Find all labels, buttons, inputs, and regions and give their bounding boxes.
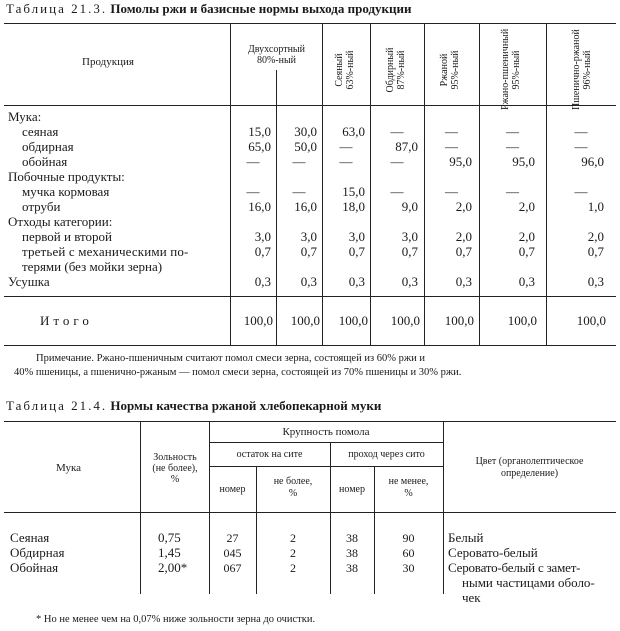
t2-cell-color: Серовато-белый с замет- bbox=[448, 560, 581, 575]
t2-cell-resno: 045 bbox=[223, 546, 242, 560]
table1-title-main: Помолы ржи и базисные нормы выхода продукции bbox=[110, 1, 412, 16]
t1-cell: — bbox=[390, 154, 404, 169]
t2-cell-passno: 38 bbox=[346, 546, 358, 560]
t2-cell-passmin: 90 bbox=[402, 531, 415, 545]
t1-note: Примечание. Ржано-пшеничным считают помол смеси зерна, состоящей из 60% ржи и bbox=[36, 353, 425, 364]
t1-cell: — bbox=[292, 154, 306, 169]
t1-cell: 18,0 bbox=[342, 199, 365, 214]
t1-total-cell: 100,0 bbox=[290, 313, 320, 328]
t1-total-cell: 100,0 bbox=[243, 313, 273, 328]
t1-cell: 3,0 bbox=[348, 229, 365, 244]
t1-cell: 63,0 bbox=[342, 124, 365, 139]
t2-header-min: не менее, % bbox=[388, 476, 429, 499]
t2-cell-resno: 27 bbox=[226, 531, 239, 545]
t1-header-twograde bbox=[231, 44, 322, 66]
t1-cell: 0,7 bbox=[254, 244, 271, 259]
t1-rule-bottom bbox=[4, 345, 616, 346]
t1-cell: — bbox=[339, 139, 353, 154]
t1-cell: — bbox=[574, 184, 588, 199]
t1-cell: 0,3 bbox=[254, 274, 271, 289]
t1-cell: 0,7 bbox=[518, 244, 535, 259]
t2-row-name: Обдирная bbox=[10, 545, 65, 560]
t1-cell: 0,3 bbox=[587, 274, 604, 289]
t2-header-fineness: Крупность помола bbox=[282, 426, 370, 438]
t1-cell: 15,0 bbox=[248, 124, 271, 139]
t1-header-product: Продукция bbox=[82, 56, 134, 68]
t1-cell: 2,0 bbox=[455, 229, 472, 244]
t1-cell: — bbox=[506, 184, 519, 199]
t2-cell-resmax: 2 bbox=[290, 531, 296, 545]
t2-cell-resno: 067 bbox=[223, 561, 242, 575]
t1-cell: 96,0 bbox=[581, 154, 604, 169]
t1-cell: 0,3 bbox=[401, 274, 418, 289]
t1-cell: 65,0 bbox=[248, 139, 271, 154]
t2-cell-passno: 38 bbox=[346, 561, 358, 575]
t1-cell: — bbox=[390, 124, 404, 139]
t1-cell: — bbox=[445, 124, 458, 139]
t1-cell: 87,0 bbox=[395, 139, 418, 154]
t1-cell: — bbox=[246, 184, 260, 199]
t2-header-passage: проход через сито bbox=[348, 449, 425, 460]
t2-cell-ash: 0,75 bbox=[158, 530, 181, 545]
t1-header-col: Сеяный 63%-ный bbox=[334, 50, 356, 90]
t1-row-label: Отходы категории: bbox=[8, 214, 113, 229]
t1-cell: — bbox=[390, 184, 404, 199]
t1-row-label: сеяная bbox=[22, 124, 59, 139]
t2-cell-resmax: 2 bbox=[290, 546, 296, 560]
table2-title bbox=[6, 398, 381, 414]
t2-cell-resmax: 2 bbox=[290, 561, 296, 575]
t2-header-flour: Мука bbox=[56, 462, 82, 474]
t1-cell: 9,0 bbox=[401, 199, 418, 214]
table1-title-prefix: Таблица 21.3. bbox=[6, 1, 108, 16]
t1-header-col: Обдирный 87%-ный bbox=[385, 47, 407, 93]
t2-cell-color-cont: ными частицами оболо- bbox=[462, 575, 595, 590]
t1-rule-header bbox=[4, 105, 616, 106]
t2-rule-top bbox=[4, 421, 616, 422]
t1-cell: — bbox=[506, 139, 519, 154]
t2-header-color: Цвет (органолептическое определение) bbox=[475, 456, 584, 479]
t1-cell: — bbox=[445, 184, 458, 199]
t2-cell-ash: 1,45 bbox=[158, 545, 181, 560]
t2-rule-sub1 bbox=[209, 442, 443, 443]
t1-cell: 0,3 bbox=[348, 274, 365, 289]
t1-row-label: терями (без мойки зерна) bbox=[22, 259, 163, 274]
t1-rule-total-top bbox=[4, 296, 616, 297]
t1-cell: 15,0 bbox=[342, 184, 365, 199]
t1-total-cell: 100,0 bbox=[507, 313, 537, 328]
t1-cell: 2,0 bbox=[518, 229, 535, 244]
t1-cell: 2,0 bbox=[587, 229, 604, 244]
t1-row-label: отруби bbox=[22, 199, 61, 214]
t1-header-col: Ржаной 95%-ный bbox=[439, 50, 461, 90]
t2-header-number2: номер bbox=[339, 484, 365, 495]
t1-cell: 3,0 bbox=[254, 229, 271, 244]
table2-title-main: Нормы качества ржаной хлебопекарной муки bbox=[110, 398, 382, 413]
t1-row-label: третьей с механическими по- bbox=[22, 244, 189, 259]
t2-cell-color-cont: чек bbox=[462, 590, 481, 605]
t1-row-label: Мука: bbox=[8, 109, 42, 124]
t1-cell: — bbox=[339, 154, 353, 169]
t1-cell: 16,0 bbox=[248, 199, 271, 214]
t1-total-cell: 100,0 bbox=[444, 313, 474, 328]
t1-note: 40% пшеницы, а пшенично-ржаным — помол смеси зерна, состоящей из 70% пшеницы и 30% ржи. bbox=[14, 367, 462, 378]
t1-cell: — bbox=[246, 154, 260, 169]
t1-row-label: Усушка bbox=[8, 274, 50, 289]
t2-row-name: Обойная bbox=[10, 560, 59, 575]
t1-cell: 0,3 bbox=[300, 274, 317, 289]
t2-vline bbox=[443, 422, 444, 594]
t1-cell: 2,0 bbox=[455, 199, 472, 214]
t2-footnote: * Но не менее чем на 0,07% ниже зольности зерна до очистки. bbox=[36, 614, 316, 625]
t1-header-twograde-l1: Двухсортный bbox=[247, 44, 305, 55]
t1-cell: 0,3 bbox=[455, 274, 472, 289]
t2-vline bbox=[140, 422, 141, 594]
t1-total-cell: 100,0 bbox=[338, 313, 368, 328]
t2-cell-passno: 38 bbox=[346, 531, 358, 545]
t2-cell-ash: 2,00* bbox=[158, 560, 188, 575]
t2-cell-passmin: 60 bbox=[402, 546, 415, 560]
t1-cell: 0,7 bbox=[300, 244, 317, 259]
t1-cell: 0,7 bbox=[401, 244, 418, 259]
t1-total-label: Итого bbox=[40, 313, 93, 328]
t1-cell: 0,7 bbox=[348, 244, 365, 259]
t2-header-max: не более, % bbox=[273, 476, 313, 499]
t2-header-number1: номер bbox=[219, 484, 246, 495]
table2-title-prefix: Таблица 21.4. bbox=[6, 398, 108, 413]
t2-cell-color: Белый bbox=[448, 530, 484, 545]
t1-cell: — bbox=[292, 184, 306, 199]
t1-rule-top bbox=[4, 23, 616, 24]
t1-header-col: Ржано-пшеничный 95%-ный bbox=[500, 28, 522, 110]
t1-cell: 50,0 bbox=[294, 139, 317, 154]
t1-row-label: Побочные продукты: bbox=[8, 169, 125, 184]
t1-cell: 16,0 bbox=[294, 199, 317, 214]
t1-cell: 95,0 bbox=[512, 154, 535, 169]
t1-total-cell: 100,0 bbox=[390, 313, 420, 328]
t1-cell: 0,7 bbox=[455, 244, 472, 259]
t1-header-twograde-l2: 80%-ный bbox=[256, 55, 297, 66]
t1-cell: — bbox=[574, 139, 588, 154]
t1-total-cell: 100,0 bbox=[576, 313, 606, 328]
t1-cell: — bbox=[445, 139, 458, 154]
t1-row-label: обдирная bbox=[22, 139, 74, 154]
t1-cell: 3,0 bbox=[401, 229, 418, 244]
t1-row-label: первой и второй bbox=[22, 229, 112, 244]
t1-cell: 0,3 bbox=[518, 274, 535, 289]
t1-cell: 95,0 bbox=[449, 154, 472, 169]
t1-cell: 2,0 bbox=[518, 199, 535, 214]
t2-rule-header bbox=[4, 512, 616, 513]
t1-header-col: Пшенично-ржаной 96%-ный bbox=[571, 29, 593, 110]
t1-row-label: мучка кормовая bbox=[22, 184, 110, 199]
t1-cell: 3,0 bbox=[300, 229, 317, 244]
t1-cell: 1,0 bbox=[587, 199, 604, 214]
t1-cell: 0,7 bbox=[587, 244, 604, 259]
t1-cell: — bbox=[506, 124, 519, 139]
t2-rule-sub2 bbox=[209, 466, 443, 467]
t2-header-ash: Зольность (не более), % bbox=[152, 452, 198, 485]
t2-cell-passmin: 30 bbox=[402, 561, 415, 575]
table1-title bbox=[6, 1, 412, 17]
t2-cell-color: Серовато-белый bbox=[448, 545, 538, 560]
t1-cell: 30,0 bbox=[294, 124, 317, 139]
t1-row-label: обойная bbox=[22, 154, 68, 169]
t2-row-name: Сеяная bbox=[10, 530, 50, 545]
t1-cell: — bbox=[574, 124, 588, 139]
t2-header-residue: остаток на сите bbox=[236, 449, 303, 460]
